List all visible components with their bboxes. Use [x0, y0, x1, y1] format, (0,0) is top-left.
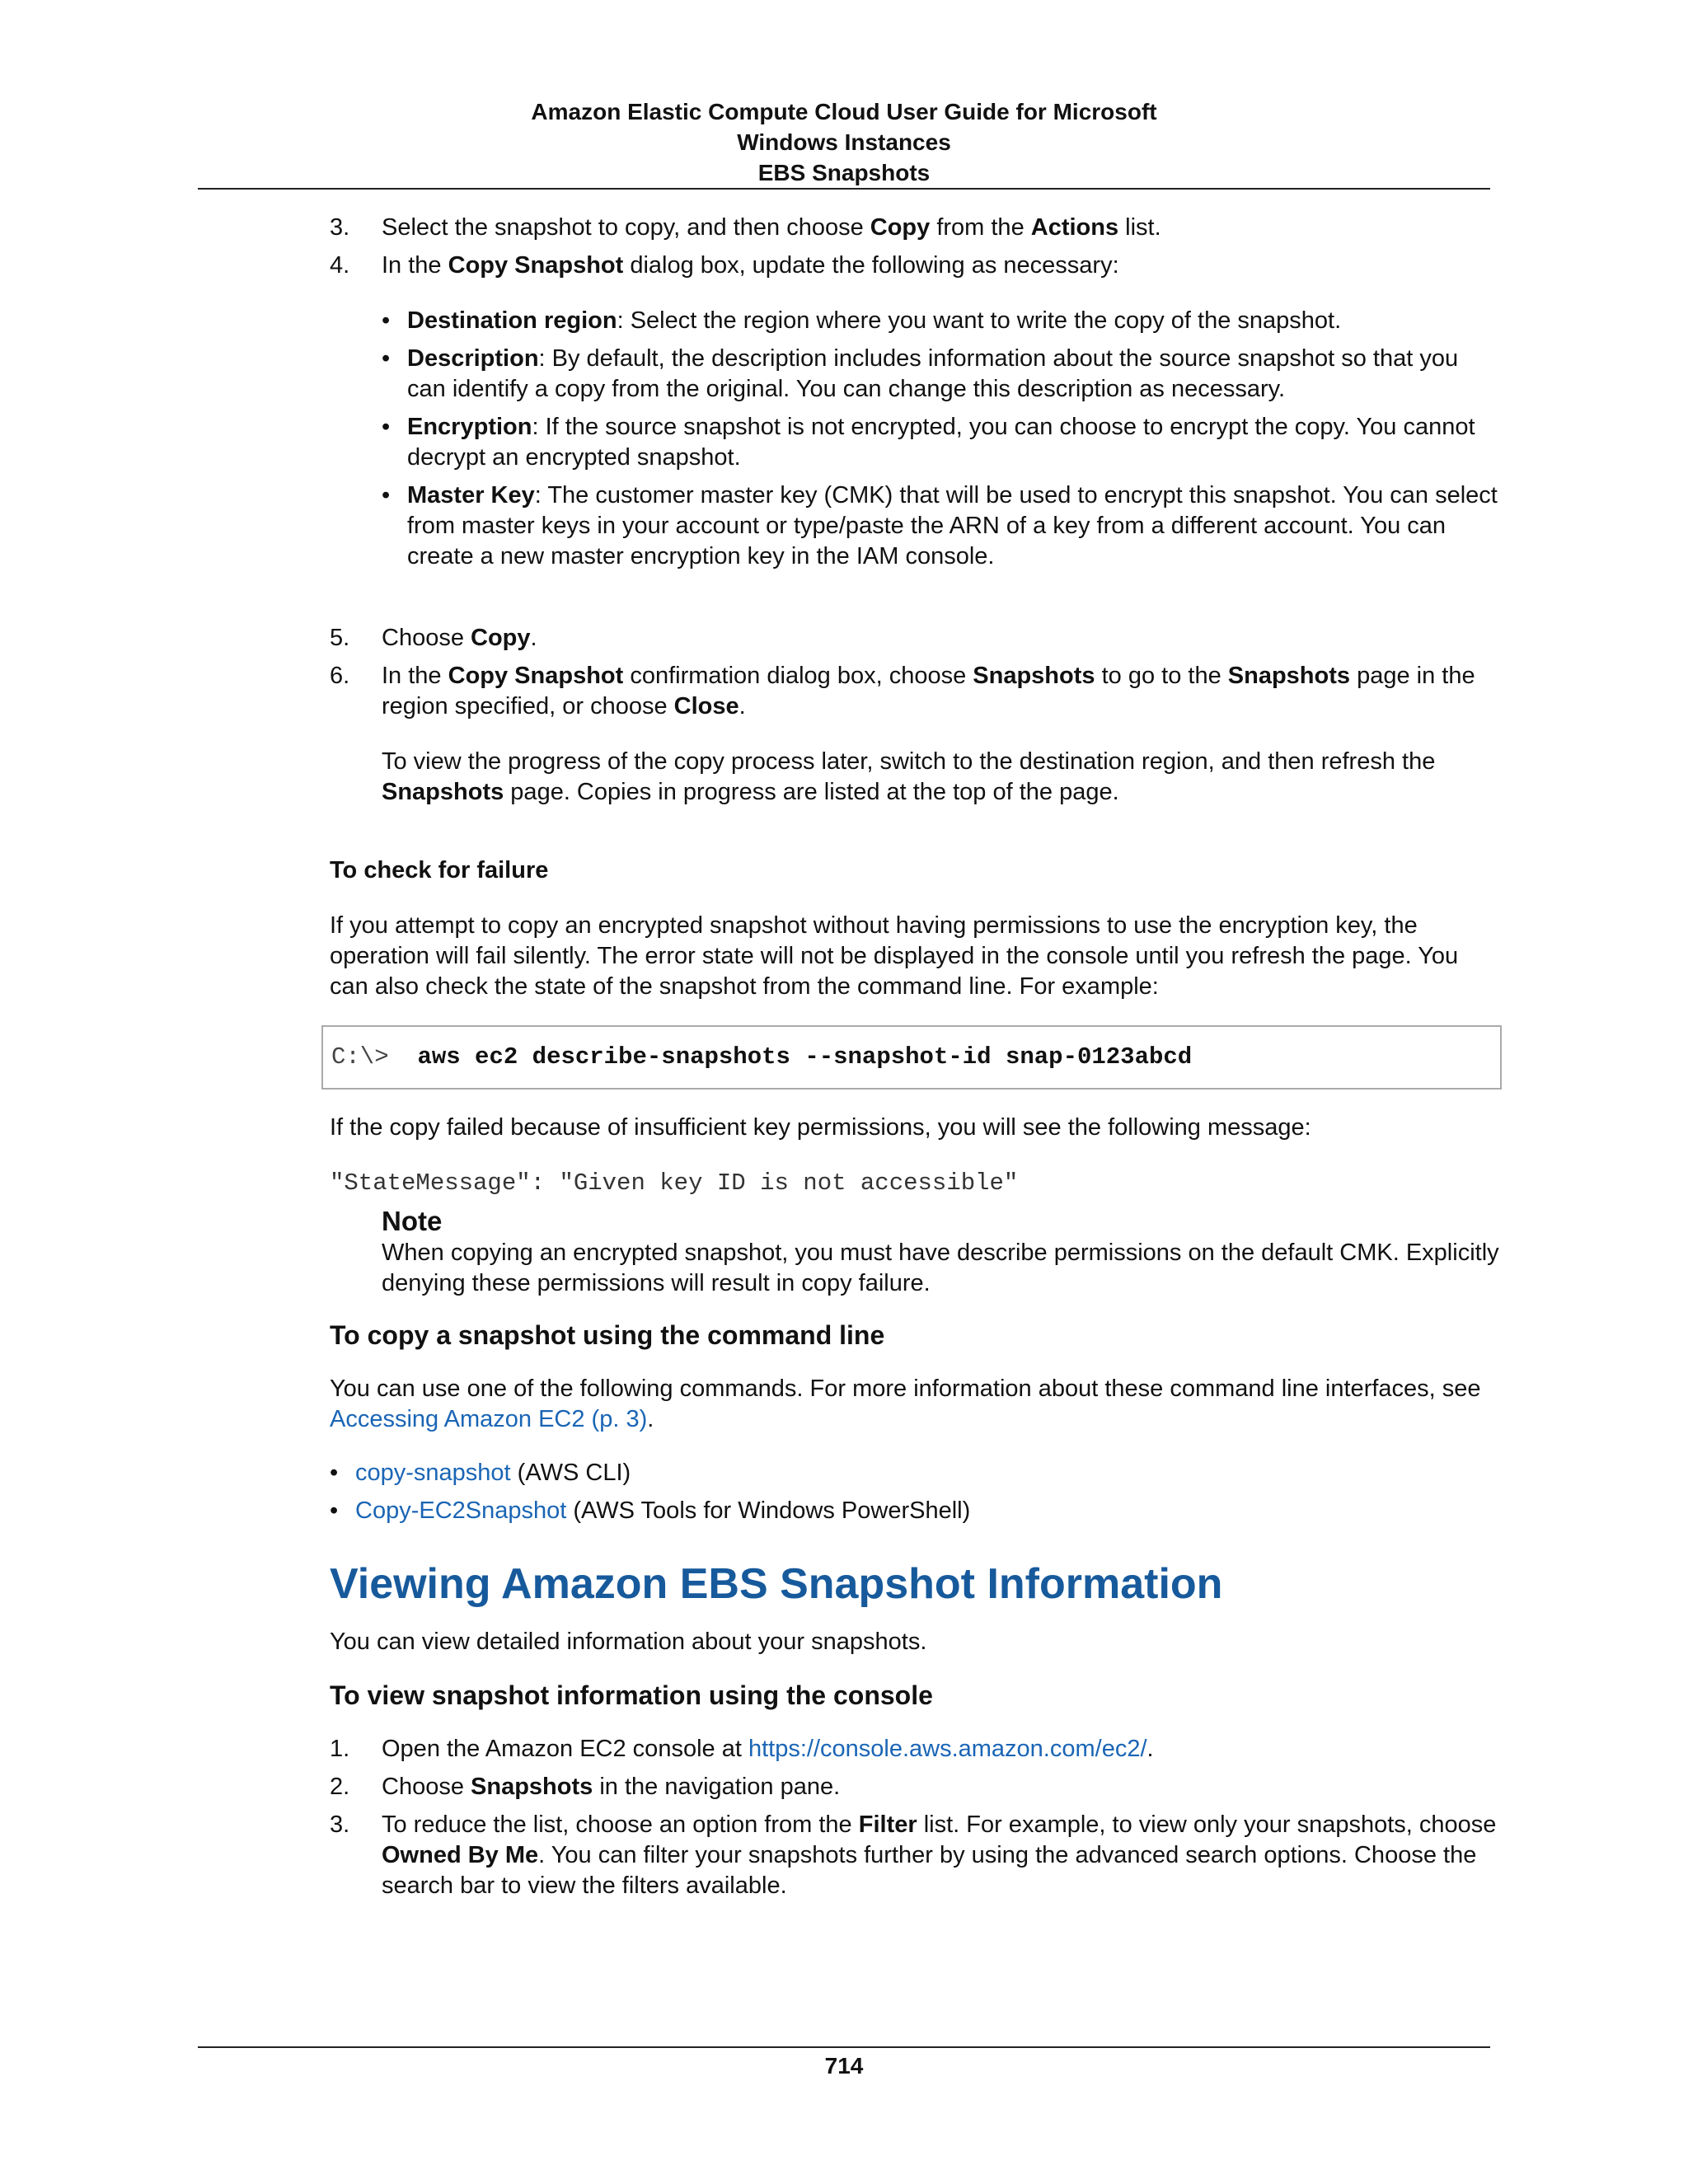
- code-command: aws ec2 describe-snapshots --snapshot-id snap-0123abcd: [417, 1043, 1193, 1071]
- step-text: Choose Copy.: [382, 625, 537, 651]
- copy-ec2snapshot-link[interactable]: Copy-EC2Snapshot: [355, 1497, 567, 1524]
- step-number: 3.: [330, 1811, 350, 1838]
- step-text: Select the snapshot to copy, and then choose Copy from the Actions list.: [382, 214, 1161, 241]
- view-console-heading: To view snapshot information using the console: [330, 1680, 933, 1710]
- header-line-2: Windows Instances: [737, 129, 951, 155]
- list-item: • Copy-EC2Snapshot (AWS Tools for Windows PowerShell): [330, 1496, 1500, 1526]
- list-item: • Destination region: Select the region where you want to write the copy of the snapshot.: [382, 306, 1500, 336]
- step-5: [330, 623, 1500, 654]
- copy-options-list: [330, 306, 1500, 572]
- header-line-3: EBS Snapshots: [757, 160, 931, 185]
- cli-commands-list: [330, 1458, 1500, 1526]
- page-content: [330, 213, 1500, 1909]
- step-number: 2.: [330, 1774, 350, 1800]
- step-text: To reduce the list, choose an option from the Filter list. For example, to view only your snapshots, choose Owned By Me. You can filter your snapshots further by using the advanced search options. Choose the search bar to view the filters available.: [382, 1811, 1497, 1899]
- step-number: 5.: [330, 625, 350, 651]
- cli-heading: To copy a snapshot using the command line: [330, 1320, 885, 1350]
- page-header: [198, 96, 1490, 188]
- failure-paragraph: If you attempt to copy an encrypted snapshot without having permissions to use the encryption key, the operation will fail silently. The error state will not be displayed in the console until you refresh the page. You can also check the state of the snapshot from the command line. For example:: [330, 912, 1459, 1000]
- step-text: In the Copy Snapshot dialog box, update the following as necessary:: [382, 252, 1119, 279]
- progress-paragraph: To view the progress of the copy process later, switch to the destination region, and then refresh the Snapshots page. Copies in progress are listed at the top of the page.: [382, 748, 1436, 805]
- header-divider: [198, 188, 1490, 190]
- list-item: • copy-snapshot (AWS CLI): [330, 1458, 1500, 1488]
- header-line-1: Amazon Elastic Compute Cloud User Guide for Microsoft: [531, 99, 1157, 124]
- failure-procedure-title: To check for failure: [330, 857, 549, 883]
- state-message-code: "StateMessage": "Given key ID is not accessible": [330, 1169, 1019, 1197]
- code-block: [321, 1025, 1502, 1090]
- note-box: [382, 1205, 1500, 1299]
- accessing-ec2-link[interactable]: Accessing Amazon EC2 (p. 3): [330, 1406, 648, 1432]
- step-number: 3.: [330, 214, 350, 241]
- step-number: 1.: [330, 1736, 350, 1762]
- ec2-console-link[interactable]: https://console.aws.amazon.com/ec2/: [748, 1736, 1147, 1762]
- copy-snapshot-link[interactable]: copy-snapshot: [355, 1460, 511, 1486]
- view-step-1: [330, 1734, 1500, 1765]
- viewing-intro: You can view detailed information about your snapshots.: [330, 1629, 927, 1655]
- footer-divider: [198, 2046, 1490, 2048]
- code-prompt: C:\>: [331, 1043, 389, 1071]
- failed-copy-paragraph: If the copy failed because of insufficient key permissions, you will see the following message:: [330, 1114, 1311, 1141]
- step-3: [330, 213, 1500, 243]
- cli-intro: You can use one of the following commands. For more information about these command line interfaces, see Accessing Amazon EC2 (p. 3).: [330, 1376, 1481, 1432]
- view-step-3: [330, 1810, 1500, 1901]
- list-item: • Encryption: If the source snapshot is not encrypted, you can choose to encrypt the copy. You cannot decrypt an encrypted snapshot.: [382, 412, 1500, 473]
- step-text: Choose Snapshots in the navigation pane.: [382, 1774, 841, 1800]
- list-item: • Master Key: The customer master key (CMK) that will be used to encrypt this snapshot. You can select from master keys in your account or type/paste the ARN of a key from a different account. You can create a new master encryption key in the IAM console.: [382, 480, 1500, 572]
- step-number: 6.: [330, 663, 350, 689]
- step-text: Open the Amazon EC2 console at https://console.aws.amazon.com/ec2/.: [382, 1736, 1154, 1762]
- note-text: When copying an encrypted snapshot, you must have describe permissions on the default CMK. Explicitly denying these permissions will result in copy failure.: [382, 1240, 1499, 1296]
- section-title: Viewing Amazon EBS Snapshot Information: [330, 1560, 1223, 1608]
- step-number: 4.: [330, 252, 350, 279]
- step-text: In the Copy Snapshot confirmation dialog box, choose Snapshots to go to the Snapshots page in the region specified, or choose Close.: [382, 663, 1475, 719]
- view-step-2: [330, 1772, 1500, 1802]
- page-number: 714: [824, 2053, 864, 2079]
- list-item: • Description: By default, the description includes information about the source snapshot so that you can identify a copy from the original. You can change this description as necessary.: [382, 344, 1500, 405]
- note-title: Note: [382, 1206, 443, 1236]
- step-4: [330, 251, 1500, 281]
- step-6: [330, 661, 1500, 722]
